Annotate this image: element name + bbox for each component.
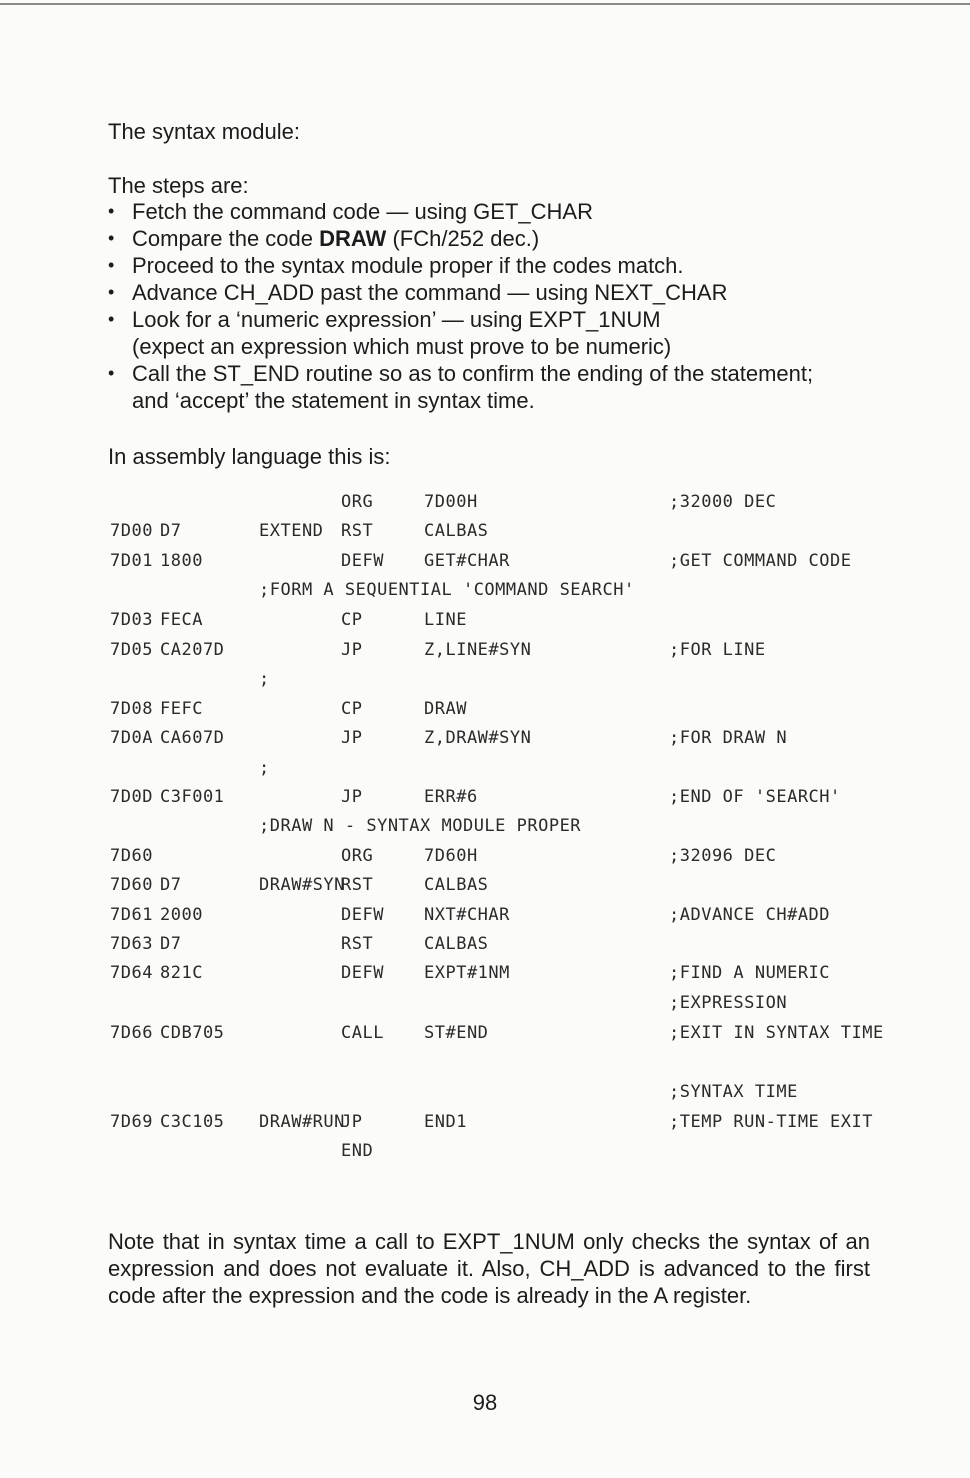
code-op: JP [341, 1112, 363, 1132]
code-comment: ;FOR DRAW N [669, 728, 788, 748]
code-comment: ;FIND A NUMERIC [669, 963, 831, 983]
code-comment: ;EXPRESSION [669, 993, 788, 1013]
code-arg: 7D60H [424, 846, 478, 866]
code-bytes: D7 [160, 875, 182, 895]
code-comment: ;32096 DEC [669, 846, 777, 866]
code-bytes: CA607D [160, 728, 225, 748]
code-op: ORG [341, 492, 374, 512]
code-comment: ;EXIT IN SYNTAX TIME [669, 1023, 884, 1043]
code-bytes: C3C105 [160, 1112, 225, 1132]
code-op: DEFW [341, 963, 384, 983]
code-bytes: D7 [160, 521, 182, 541]
step-text: Advance CH_ADD past the command — using NEXT_CHAR [132, 280, 728, 305]
step-keyword: DRAW [319, 226, 387, 251]
code-bytes: 2000 [160, 905, 203, 925]
code-op: ORG [341, 846, 374, 866]
code-addr: 7D01 [110, 551, 153, 571]
code-op: JP [341, 787, 363, 807]
code-arg: 7D00H [424, 492, 478, 512]
code-addr: 7D60 [110, 846, 153, 866]
code-line [0, 1082, 970, 1106]
step-text: Fetch the command code — using GET_CHAR [132, 199, 593, 224]
code-op: CP [341, 610, 363, 630]
code-line [0, 934, 970, 958]
code-line [0, 521, 970, 545]
code-comment: ;TEMP RUN-TIME EXIT [669, 1112, 873, 1132]
code-comment: ;END OF 'SEARCH' [669, 787, 841, 807]
code-addr: 7D08 [110, 699, 153, 719]
code-addr: 7D69 [110, 1112, 153, 1132]
code-arg: ERR#6 [424, 787, 478, 807]
code-line [0, 758, 970, 782]
code-line [0, 846, 970, 870]
code-comment: ;FOR LINE [669, 640, 766, 660]
code-addr: 7D63 [110, 934, 153, 954]
code-label: ; [259, 758, 270, 778]
code-line [0, 728, 970, 752]
code-line [0, 580, 970, 604]
code-line [0, 875, 970, 899]
code-line [0, 699, 970, 723]
code-line [0, 1053, 970, 1077]
code-addr: 7D64 [110, 963, 153, 983]
code-op: DEFW [341, 551, 384, 571]
code-op: RST [341, 934, 374, 954]
step-text-tail: (FCh/252 dec.) [386, 226, 540, 251]
code-line [0, 787, 970, 811]
code-arg: GET#CHAR [424, 551, 510, 571]
code-line [0, 640, 970, 664]
code-label: ; [259, 669, 270, 689]
code-arg: NXT#CHAR [424, 905, 510, 925]
step-text: Call the ST_END routine so as to confirm the ending of the statement; [132, 361, 814, 386]
code-arg: EXPT#1NM [424, 963, 510, 983]
code-addr: 7D66 [110, 1023, 153, 1043]
code-line [0, 993, 970, 1017]
code-addr: 7D61 [110, 905, 153, 925]
code-op: CALL [341, 1023, 384, 1043]
note-paragraph: Note that in syntax time a call to EXPT_1NUM only checks the syntax of an expression and does not evaluate it. Also, CH_ADD is advanced to the first code after the expression and the code is already in the A register. [108, 1229, 870, 1308]
code-wide: ;FORM A SEQUENTIAL 'COMMAND SEARCH' [259, 580, 635, 600]
code-op: JP [341, 728, 363, 748]
code-bytes: CA207D [160, 640, 225, 660]
code-bytes: FEFC [160, 699, 203, 719]
code-line [0, 905, 970, 929]
steps-intro: The steps are: [108, 173, 249, 198]
code-bytes: CDB705 [160, 1023, 225, 1043]
code-comment: ;GET COMMAND CODE [669, 551, 852, 571]
code-comment: ;SYNTAX TIME [669, 1082, 798, 1102]
code-op: CP [341, 699, 363, 719]
code-op: END [341, 1141, 374, 1161]
code-arg: CALBAS [424, 934, 489, 954]
section-heading: The syntax module: [108, 119, 300, 144]
code-addr: 7D0A [110, 728, 153, 748]
code-line [0, 963, 970, 987]
code-op: DEFW [341, 905, 384, 925]
code-label: EXTEND [259, 521, 324, 541]
step-continuation: and ‘accept’ the statement in syntax time. [132, 388, 535, 413]
code-op: RST [341, 875, 374, 895]
code-arg: ST#END [424, 1023, 489, 1043]
code-bytes: D7 [160, 934, 182, 954]
page-number: 98 [472, 1390, 498, 1415]
code-line [0, 492, 970, 516]
code-arg: END1 [424, 1112, 467, 1132]
code-label: DRAW#RUN [259, 1112, 345, 1132]
code-bytes: 1800 [160, 551, 203, 571]
step-text: Compare the code [132, 226, 320, 251]
code-line [0, 551, 970, 575]
code-addr: 7D03 [110, 610, 153, 630]
code-op: JP [341, 640, 363, 660]
code-comment: ;ADVANCE CH#ADD [669, 905, 831, 925]
code-arg: LINE [424, 610, 467, 630]
code-arg: Z,LINE#SYN [424, 640, 532, 660]
code-bytes: FECA [160, 610, 203, 630]
code-addr: 7D05 [110, 640, 153, 660]
step-continuation: (expect an expression which must prove to be numeric) [132, 334, 672, 359]
code-comment: ;32000 DEC [669, 492, 777, 512]
code-op: RST [341, 521, 374, 541]
code-arg: CALBAS [424, 875, 489, 895]
code-arg: Z,DRAW#SYN [424, 728, 532, 748]
code-addr: 7D60 [110, 875, 153, 895]
code-label: DRAW#SYN [259, 875, 345, 895]
step-text: Proceed to the syntax module proper if the codes match. [132, 253, 684, 278]
code-line [0, 1112, 970, 1136]
step-text: Look for a ‘numeric expression’ — using EXPT_1NUM [132, 307, 661, 332]
code-arg: CALBAS [424, 521, 489, 541]
code-line [0, 1141, 970, 1165]
assembly-intro: In assembly language this is: [108, 444, 391, 469]
code-bytes: 821C [160, 963, 203, 983]
code-line [0, 610, 970, 634]
code-addr: 7D00 [110, 521, 153, 541]
code-line [0, 1023, 970, 1047]
code-wide: ;DRAW N - SYNTAX MODULE PROPER [259, 816, 582, 836]
code-line [0, 669, 970, 693]
code-addr: 7D0D [110, 787, 153, 807]
code-bytes: C3F001 [160, 787, 225, 807]
code-arg: DRAW [424, 699, 467, 719]
code-line [0, 816, 970, 840]
